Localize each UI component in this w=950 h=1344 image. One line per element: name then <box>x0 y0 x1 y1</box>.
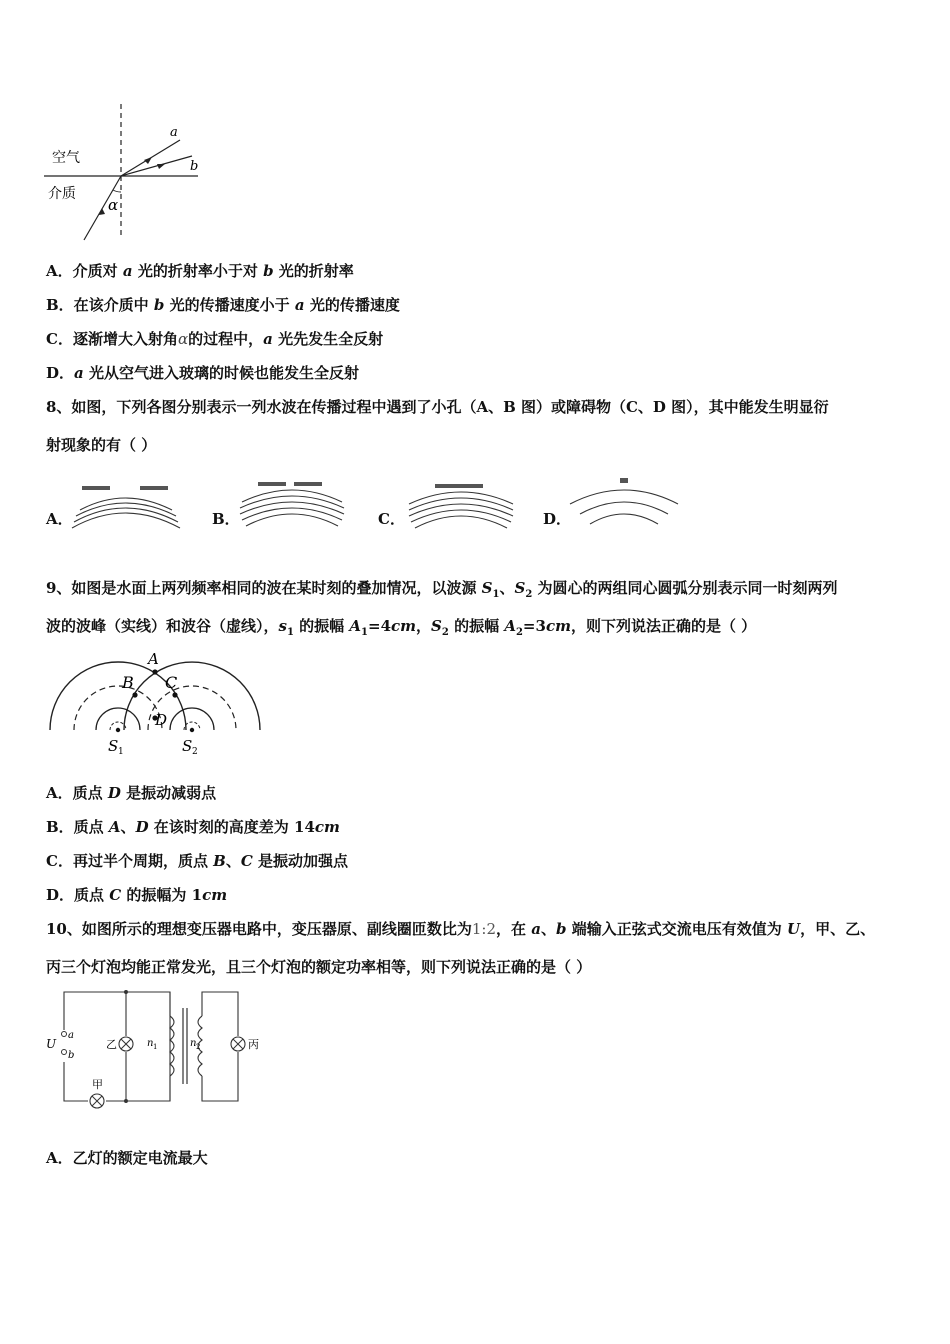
wave-figure-c <box>405 478 520 530</box>
q8-label-b: B． <box>212 510 240 528</box>
lamp-bing-label: 丙 <box>248 1038 259 1051</box>
source-s2-label: S <box>182 737 193 755</box>
coil-n2-label: n <box>190 1038 197 1049</box>
coil-n1-label: n <box>147 1038 154 1049</box>
point-d-label: D <box>155 711 168 729</box>
q7-option-a: A．介质对 a 光的折射率小于对 b 光的折射率 <box>46 262 354 280</box>
q10-stem-line2: 丙三个灯泡均能正常发光，且三个灯泡的额定功率相等，则下列说法正确的是（ ） <box>46 958 592 976</box>
q10-stem-line1: 10、如图所示的理想变压器电路中，变压器原、副线圈匝数比为1:2，在 a、b 端输入正弦式交流电压有效值为 U，甲、乙、 <box>46 920 876 938</box>
point-a-label: A <box>148 650 159 668</box>
air-label: 空气 <box>52 150 80 166</box>
q8-label-a: A． <box>46 510 73 528</box>
refraction-diagram <box>44 104 214 244</box>
q7-option-d: D．a 光从空气进入玻璃的时候也能发生全反射 <box>46 364 359 382</box>
svg-text:1: 1 <box>118 747 124 757</box>
wave-figure-d <box>568 474 683 526</box>
q9-option-b: B．质点 A、D 在该时刻的高度差为 14cm <box>46 818 340 836</box>
ray-a-label: a <box>170 125 178 140</box>
medium-label: 介质 <box>48 186 76 202</box>
q10-option-a: A．乙灯的额定电流最大 <box>46 1149 208 1167</box>
terminal-a-label: a <box>68 1030 74 1041</box>
ray-b <box>121 156 192 176</box>
svg-text:1: 1 <box>153 1043 158 1051</box>
q8-stem-line2: 射现象的有（ ） <box>46 436 157 454</box>
q7-option-c: C．逐渐增大入射角α的过程中，a 光先发生全反射 <box>46 330 384 348</box>
wave-figure-a <box>70 482 185 530</box>
transformer-circuit <box>44 986 269 1114</box>
angle-label: α <box>108 196 119 214</box>
q9-option-d: D．质点 C 的振幅为 1cm <box>46 886 228 904</box>
q8-stem-line1: 8、如图，下列各图分别表示一列水波在传播过程中遇到了小孔（A、B 图）或障碍物（C、D 图），其中能发生明显衍 <box>46 398 829 416</box>
point-c-label: C <box>165 673 178 692</box>
q8-label-c: C． <box>378 510 405 528</box>
source-s1-label: S <box>108 737 119 755</box>
lamp-jia-label: 甲 <box>92 1078 103 1091</box>
wave-figure-b <box>236 478 351 530</box>
ray-b-label: b <box>190 159 199 174</box>
q9-option-a: A．质点 D 是振动减弱点 <box>46 784 217 802</box>
q7-option-b: B．在该介质中 b 光的传播速度小于 a 光的传播速度 <box>46 296 400 314</box>
interference-diagram <box>44 648 264 758</box>
svg-text:2: 2 <box>192 747 198 757</box>
svg-text:2: 2 <box>196 1043 201 1051</box>
point-b-label: B <box>122 673 134 692</box>
terminal-b-label: b <box>68 1050 75 1061</box>
q8-label-d: D． <box>543 510 572 528</box>
lamp-yi-label: 乙 <box>106 1038 117 1051</box>
q9-option-c: C．再过半个周期，质点 B、C 是振动加强点 <box>46 852 349 870</box>
voltage-label: U <box>46 1037 57 1051</box>
q9-stem-line1: 9、如图是水面上两列频率相同的波在某时刻的叠加情况，以波源 $S_1$、$S_2$ 为圆心的两组同心圆弧分别表示同一时刻两列 <box>46 579 838 600</box>
q9-stem-line2: 波的波峰（实线）和波谷（虚线），$s_1$ 的振幅 $A_1=4cm$，$S_2$ 的振幅 $A_2=3cm$，则下列说法正确的是（ ） <box>46 617 757 638</box>
